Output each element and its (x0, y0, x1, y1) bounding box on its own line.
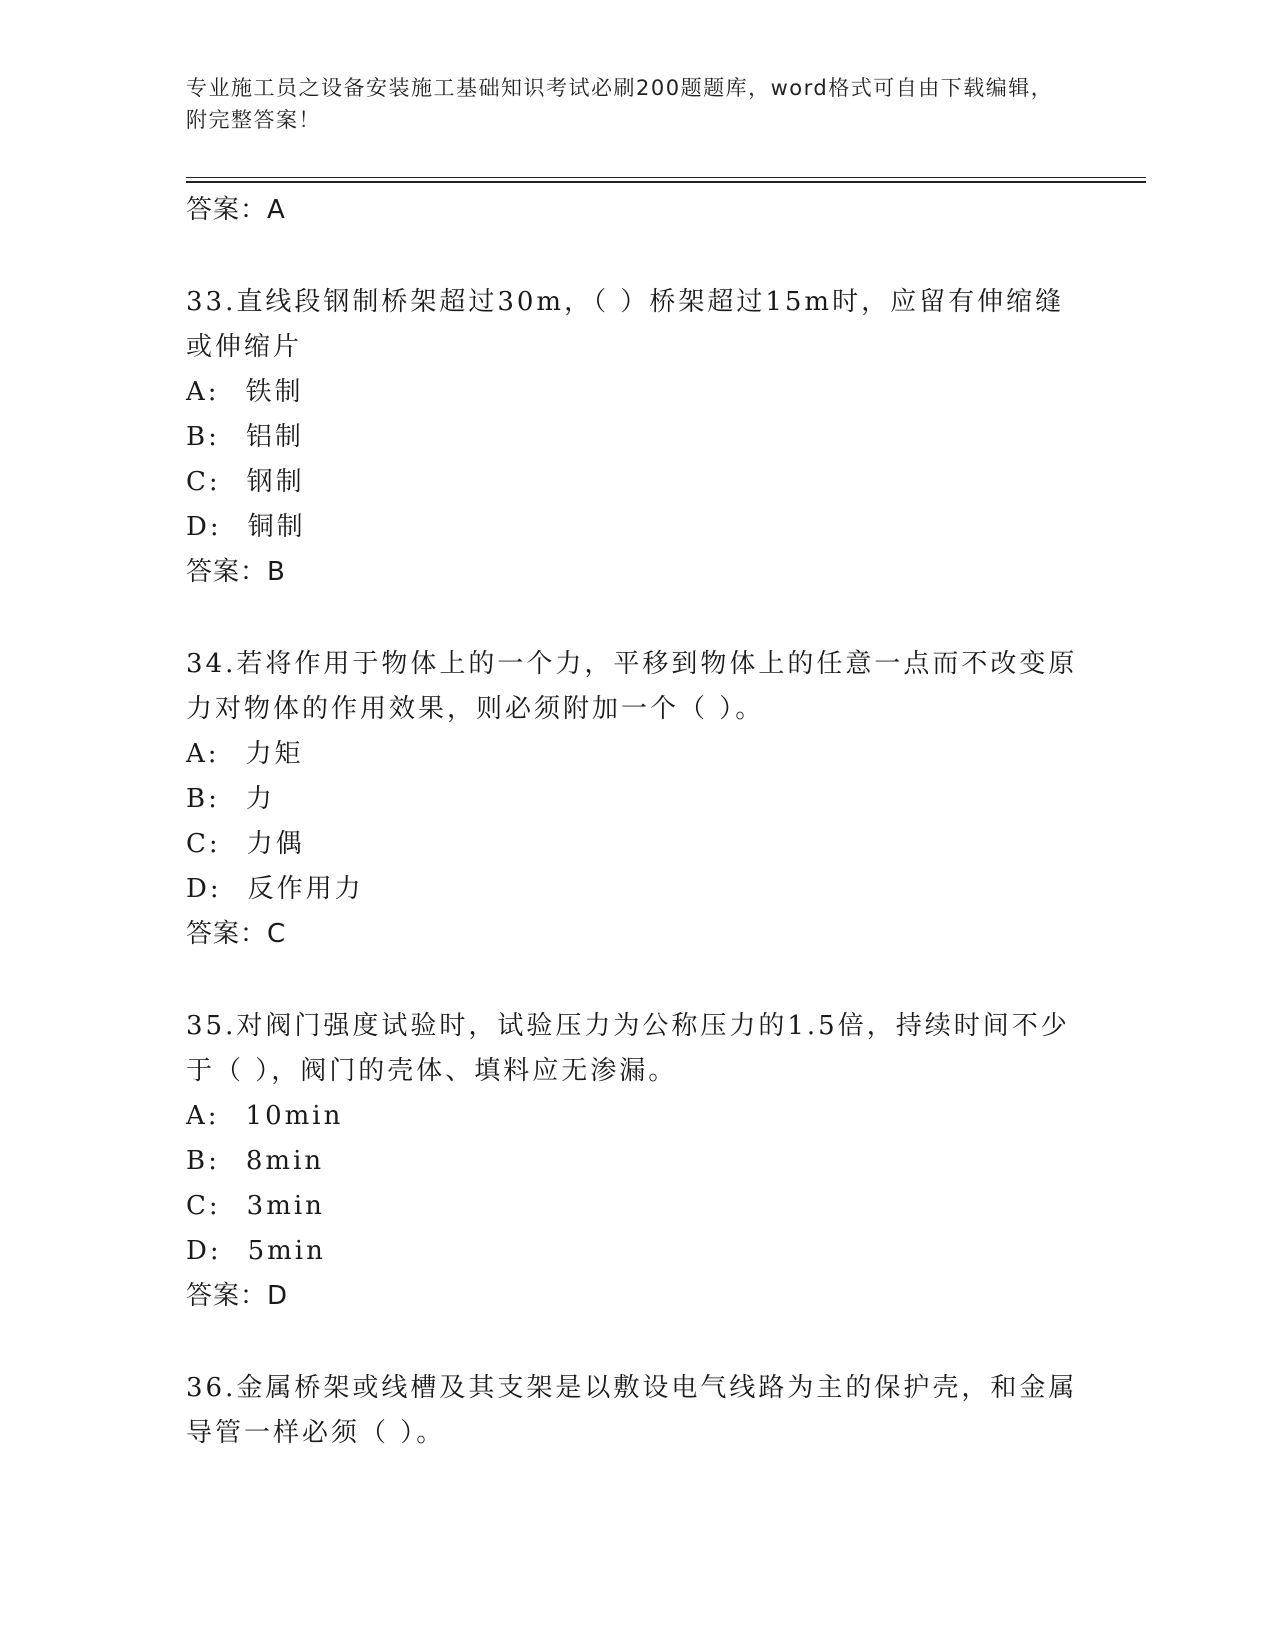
option-text: 反作用力 (247, 874, 364, 904)
option-key: B: (186, 422, 220, 452)
option-a (186, 370, 1086, 415)
option-key: C: (186, 1191, 221, 1221)
option-d (186, 505, 1086, 550)
option-text: 铝制 (245, 422, 304, 452)
question-text: 36.金属桥架或线槽及其支架是以敷设电气线路为主的保护壳，和金属导管一样必须（ ）。 (186, 1373, 1078, 1448)
option-b (186, 777, 1086, 822)
option-key: D: (186, 1236, 222, 1266)
option-d (186, 1229, 1086, 1274)
question-text: 34.若将作用于物体上的一个力，平移到物体上的任意一点而不改变原力对物体的作用效果，则必须附加一个（ ）。 (186, 649, 1078, 724)
document-header: 专业施工员之设备安装施工基础知识考试必刷200题题库，word格式可自由下载编辑，附完整答案！ (186, 76, 1054, 132)
question-36 (186, 1366, 1086, 1456)
header-rule-thick (186, 181, 1146, 183)
question-33 (186, 280, 1086, 595)
option-text: 力偶 (246, 829, 305, 859)
answer-line: 答案：A (186, 195, 286, 225)
option-key: B: (186, 784, 220, 814)
question-35 (186, 1004, 1086, 1319)
option-c (186, 460, 1086, 505)
option-text: 铜制 (247, 512, 306, 542)
question-text: 35.对阀门强度试验时，试验压力为公称压力的1.5倍，持续时间不少于（ ），阀门的壳体、填料应无渗漏。 (186, 1011, 1070, 1086)
option-key: A: (186, 1101, 220, 1131)
question-34 (186, 642, 1086, 957)
option-key: C: (186, 467, 221, 497)
option-key: B: (186, 1146, 220, 1176)
option-d (186, 867, 1086, 912)
option-key: A: (186, 377, 220, 407)
option-text: 8min (245, 1146, 325, 1176)
question-text: 33.直线段钢制桥架超过30m，（ ）桥架超过15m时，应留有伸缩缝或伸缩片 (186, 287, 1065, 362)
option-text: 5min (247, 1236, 326, 1266)
question-list (186, 188, 1086, 1456)
option-text: 铁制 (245, 377, 304, 407)
option-text: 力 (245, 784, 275, 814)
option-b (186, 415, 1086, 460)
option-key: C: (186, 829, 221, 859)
option-text: 钢制 (246, 467, 305, 497)
option-text: 10min (245, 1101, 344, 1131)
option-a (186, 1094, 1086, 1139)
answer-line: 答案：B (186, 557, 286, 587)
option-c (186, 822, 1086, 867)
option-text: 力矩 (245, 739, 304, 769)
option-key: A: (186, 739, 220, 769)
option-key: D: (186, 512, 222, 542)
option-c (186, 1184, 1086, 1229)
option-b (186, 1139, 1086, 1184)
option-text: 3min (246, 1191, 325, 1221)
header-rule-thin (186, 177, 1146, 178)
answer-line: 答案：C (186, 919, 287, 949)
answer-line: 答案：D (186, 1281, 289, 1311)
option-key: D: (186, 874, 222, 904)
option-a (186, 732, 1086, 777)
